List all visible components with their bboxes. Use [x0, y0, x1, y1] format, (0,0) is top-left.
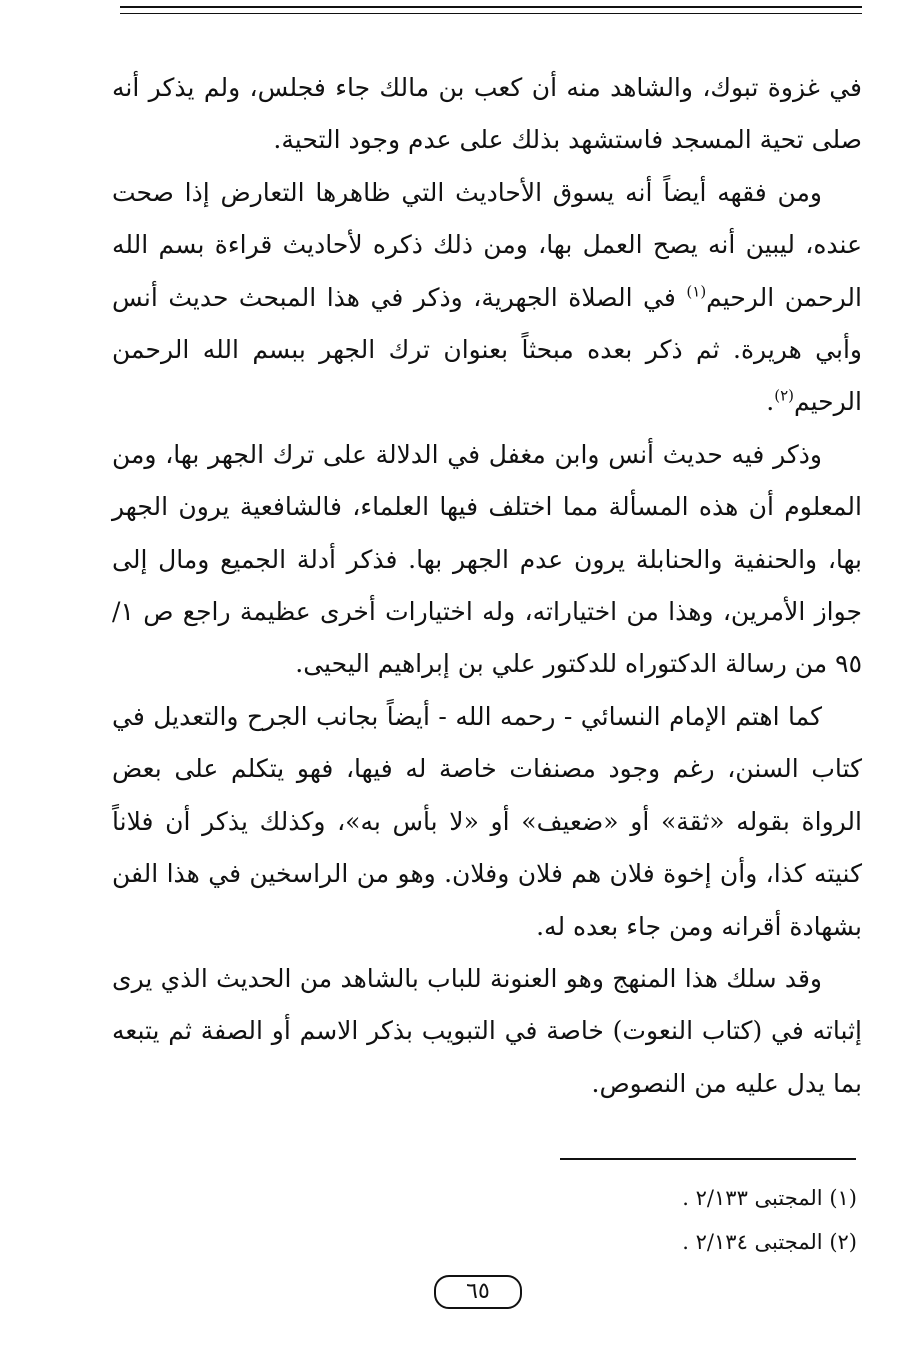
- main-text: [112, 62, 862, 1110]
- paragraph-2: [112, 167, 862, 429]
- paragraph-4: كما اهتم الإمام النسائي - رحمه الله - أيضاً بجانب الجرح والتعديل في كتاب السنن، رغم وجود مصنفات خاصة له فيها، فهو يتكلم على بعض الرواة بقوله «ثقة» أو «ضعيف» أو «لا بأس به»، وكذلك يذكر أن فلاناً كنيته كذا، وأن إخوة فلان هم فلان وفلان. وهو من الراسخين في هذا الفن بشهادة أقرانه ومن جاء بعده له.: [112, 701, 862, 941]
- paragraph-2-text-c: .: [766, 387, 775, 417]
- footnote-1: (١) المجتبى ٢/١٣٣ .: [682, 1186, 857, 1210]
- footnote-ref-1[interactable]: (١): [686, 282, 707, 301]
- footnote-ref-2[interactable]: (٢): [774, 387, 794, 406]
- footnote-separator: [560, 1158, 856, 1160]
- paragraph-5: وقد سلك هذا المنهج وهو العنونة للباب بالشاهد من الحديث الذي يرى إثباته في (كتاب النعوت) خاصة في التبويب بذكر الاسم أو الصفة ثم يتبعه بما يدل عليه من النصوص.: [112, 963, 862, 1098]
- page-number: ٦٥: [434, 1275, 522, 1309]
- footnotes: [257, 1176, 857, 1264]
- paragraph-3: وذكر فيه حديث أنس وابن مغفل في الدلالة على ترك الجهر بها، ومن المعلوم أن هذه المسألة مما اختلف فيها العلماء، فالشافعية يرون الجهر بها، والحنفية والحنابلة يرون عدم الجهر بها. فذكر أدلة الجميع ومال إلى جواز الأمرين، وهذا من اختياراته، وله اختيارات أخرى عظيمة راجع ص ١/ ٩٥ من رسالة الدكتوراه للدكتور علي بن إبراهيم اليحيى.: [112, 439, 863, 679]
- header-rule-thick: [120, 6, 862, 8]
- footnote-2: (٢) المجتبى ٢/١٣٤ .: [682, 1230, 857, 1254]
- paragraph-2-text-b: في الصلاة الجهرية، وذكر في هذا المبحث حديث أنس وأبي هريرة. ثم ذكر بعده مبحثاً بعنوان ترك الجهر ببسم الله الرحمن الرحيم: [112, 282, 862, 417]
- paragraph-2-text-a: ومن فقهه أيضاً أنه يسوق الأحاديث التي ظاهرها التعارض إذا صحت عنده، ليبين أنه يصح العمل بها، ومن ذلك ذكره لأحاديث قراءة بسم الله الرحمن الرحيم: [112, 177, 862, 312]
- header-rule-thin: [120, 13, 862, 14]
- paragraph-1: في غزوة تبوك، والشاهد منه أن كعب بن مالك جاء فجلس، ولم يذكر أنه صلى تحية المسجد فاستشهد بذلك على عدم وجود التحية.: [112, 73, 862, 155]
